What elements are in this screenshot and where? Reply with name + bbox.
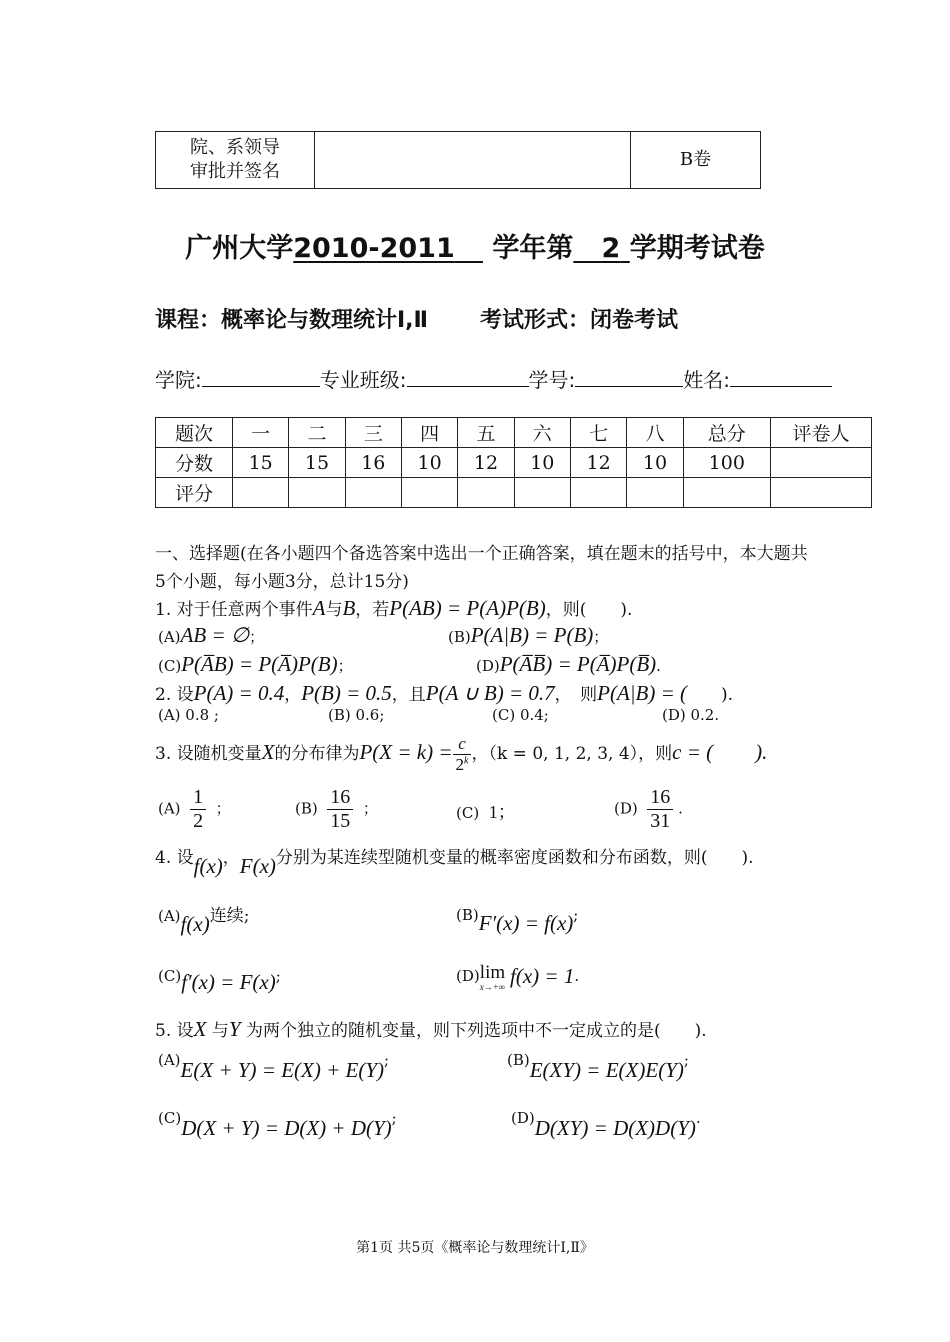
score-cell[interactable] [233, 478, 289, 508]
name-blank[interactable] [730, 368, 832, 387]
q3-option-a[interactable]: (A) $\frac{1}{2}$ ； [158, 786, 231, 832]
question-2: 2. 设P(A) = 0.4，P(B) = 0.5，且P(A ∪ B) = 0.7， 则P(A|B) = ( ). [155, 681, 734, 705]
score-cell[interactable] [771, 478, 872, 508]
q4-option-b[interactable]: (B)F′(x) = f(x); [456, 906, 579, 935]
q2-option-c[interactable]: (C) 0.4; [492, 706, 549, 724]
q2-option-b[interactable]: (B) 0.6; [328, 706, 385, 724]
question-4: 4. 设f(x)，F(x)分别为某连续型随机变量的概率密度函数和分布函数，则( ). [155, 848, 754, 878]
score-cell[interactable] [570, 478, 626, 508]
q2-option-d[interactable]: (D) 0.2. [662, 706, 720, 724]
q1-option-a[interactable]: (A)AB = ∅； [158, 623, 265, 647]
score-cell[interactable] [683, 478, 770, 508]
q3-option-c[interactable]: (C) 1； [456, 802, 516, 822]
page-footer: 第1页 共5页《概率论与数理统计Ⅰ,Ⅱ》 [356, 1240, 594, 1256]
college-blank[interactable] [202, 368, 320, 387]
q4-option-a[interactable]: (A)f(x)连续; [158, 906, 250, 936]
score-cell[interactable] [627, 478, 683, 508]
q4-option-d[interactable]: (D)lim x→+∞ f(x) = 1. [456, 962, 580, 992]
q5-option-d[interactable]: (D)D(XY) = D(X)D(Y). [511, 1109, 701, 1140]
section-heading-2: 5个小题，每小题3分，总计15分) [155, 572, 409, 592]
q5-option-b[interactable]: (B)E(XY) = E(X)E(Y); [507, 1051, 689, 1082]
question-3: 3. 设随机变量X的分布律为P(X = k) = $\frac{c}{2^k}$ ，（k = 0, 1, 2, 3, 4），则c = ( ). [155, 734, 768, 774]
approval-table [155, 131, 761, 189]
approval-label: 院、系领导 审批并签名 [156, 132, 315, 189]
score-cell[interactable] [401, 478, 457, 508]
table-row: 分数 15 15 16 10 12 10 12 10 100 [156, 448, 872, 478]
course-line: 课程：概率论与数理统计Ⅰ,Ⅱ 考试形式：闭卷考试 [155, 308, 679, 333]
student-id-blank[interactable] [575, 368, 683, 387]
question-5: 5. 设X 与Y 为两个独立的随机变量，则下列选项中不一定成立的是( ). [155, 1017, 707, 1041]
q1-option-d[interactable]: (D)P(A̅B̅) = P(A̅)P(B̅). [476, 652, 661, 676]
q4-option-c[interactable]: (C)f′(x) = F(x); [158, 967, 281, 994]
score-cell[interactable] [289, 478, 345, 508]
q3-option-d[interactable]: (D) $\frac{16}{31}$ . [614, 786, 683, 832]
q1-option-b[interactable]: (B)P(A|B) = P(B)； [448, 623, 609, 647]
score-cell[interactable] [345, 478, 401, 508]
section-heading-1: 一、选择题(在各小题四个备选答案中选出一个正确答案，填在题末的括号中，本大题共 [155, 544, 808, 564]
table-row: 题次 一 二 三 四 五 六 七 八 总分 评卷人 [156, 418, 872, 448]
table-row: 评分 [156, 478, 872, 508]
score-cell[interactable] [514, 478, 570, 508]
q1-option-c[interactable]: (C)P(A̅B) = P(A̅)P(B)； [158, 652, 353, 676]
paper-version: B卷 [631, 132, 761, 189]
exam-title: 广州大学2010-2011 学年第 2 学期考试卷 [185, 233, 765, 264]
class-blank[interactable] [407, 368, 529, 387]
approval-signature-cell [315, 132, 631, 189]
score-cell[interactable] [458, 478, 514, 508]
student-info: 学院: 专业班级: 学号: 姓名: [155, 364, 832, 393]
q3-fraction: $\frac{c}{2^k}$ [453, 734, 472, 775]
q5-option-c[interactable]: (C)D(X + Y) = D(X) + D(Y); [158, 1109, 397, 1140]
q2-option-a[interactable]: (A) 0.8 ; [158, 706, 219, 724]
score-table [155, 417, 872, 508]
q5-option-a[interactable]: (A)E(X + Y) = E(X) + E(Y); [158, 1051, 390, 1082]
question-1: 1. 对于任意两个事件A与B，若P(AB) = P(A)P(B)，则( ). [155, 596, 633, 620]
q3-option-b[interactable]: (B) $\frac{16}{15}$ ； [295, 786, 378, 832]
